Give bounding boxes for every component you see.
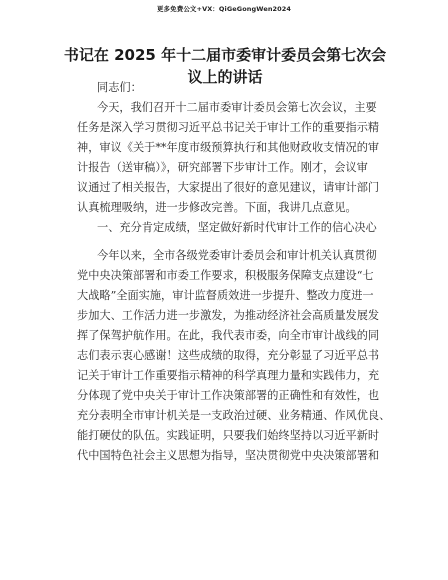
header-note: 更多免费公文+VX：QiGeGongWen2024 bbox=[156, 5, 292, 13]
title-line-2: 议上的讲话 bbox=[187, 68, 263, 86]
body-line: 志们表示衷心感谢！这些成绩的取得，充分彰显了习近平总书 bbox=[77, 349, 380, 362]
body-line: 今年以来，全市各级党委审计委员会和审计机关认真贯彻 bbox=[97, 249, 377, 262]
body-line: 今天，我们召开十二届市委审计委员会第七次会议，主要 bbox=[97, 101, 377, 114]
body-line: 能打硬仗的队伍。实践证明，只要我们始终坚持以习近平新时 bbox=[77, 429, 380, 442]
body-line: 党中央决策部署和市委工作要求，积极服务保障支点建设“七 bbox=[77, 269, 374, 282]
body-line: 代中国特色社会主义思想为指导，坚决贯彻党中央决策部署和 bbox=[77, 449, 380, 462]
body-line: 认真梳理吸纳，进一步修改完善。下面，我讲几点意见。 bbox=[77, 201, 357, 214]
body-line: 挥了保驾护航作用。在此，我代表市委，向全市审计战线的同 bbox=[77, 329, 380, 342]
body-line: 步加大、工作活力进一步激发，为推动经济社会高质量发展发 bbox=[77, 309, 380, 322]
body-line: 记关于审计工作重要指示精神的科学真理力量和实践伟力，充 bbox=[77, 369, 380, 382]
body-line: 任务是深入学习贯彻习近平总书记关于审计工作的重要指示精 bbox=[77, 121, 380, 134]
body-line: 神，审议《关于**年度市级预算执行和其他财政收支情况的审 bbox=[77, 141, 380, 154]
body-line: 分体现了党中央关于审计工作决策部署的正确性和有效性，也 bbox=[77, 389, 380, 402]
section-heading: 一、充分肯定成绩，坚定做好新时代审计工作的信心决心 bbox=[97, 221, 377, 234]
body-line: 大战略”全面实施，审计监督质效进一步提升、整改力度进一 bbox=[77, 289, 374, 302]
body-line: 计报告（送审稿）》，研究部署下步审计工作。刚才，会议审 bbox=[77, 161, 368, 174]
salutation: 同志们： bbox=[97, 81, 142, 94]
title-line-1: 书记在 2025 年十二届市委审计委员会第七次会 bbox=[63, 46, 387, 64]
body-line: 充分表明全市审计机关是一支政治过硬、业务精通、作风优良、 bbox=[77, 409, 391, 422]
body-line: 议通过了相关报告，大家提出了很好的意见建议，请审计部门 bbox=[77, 181, 380, 194]
